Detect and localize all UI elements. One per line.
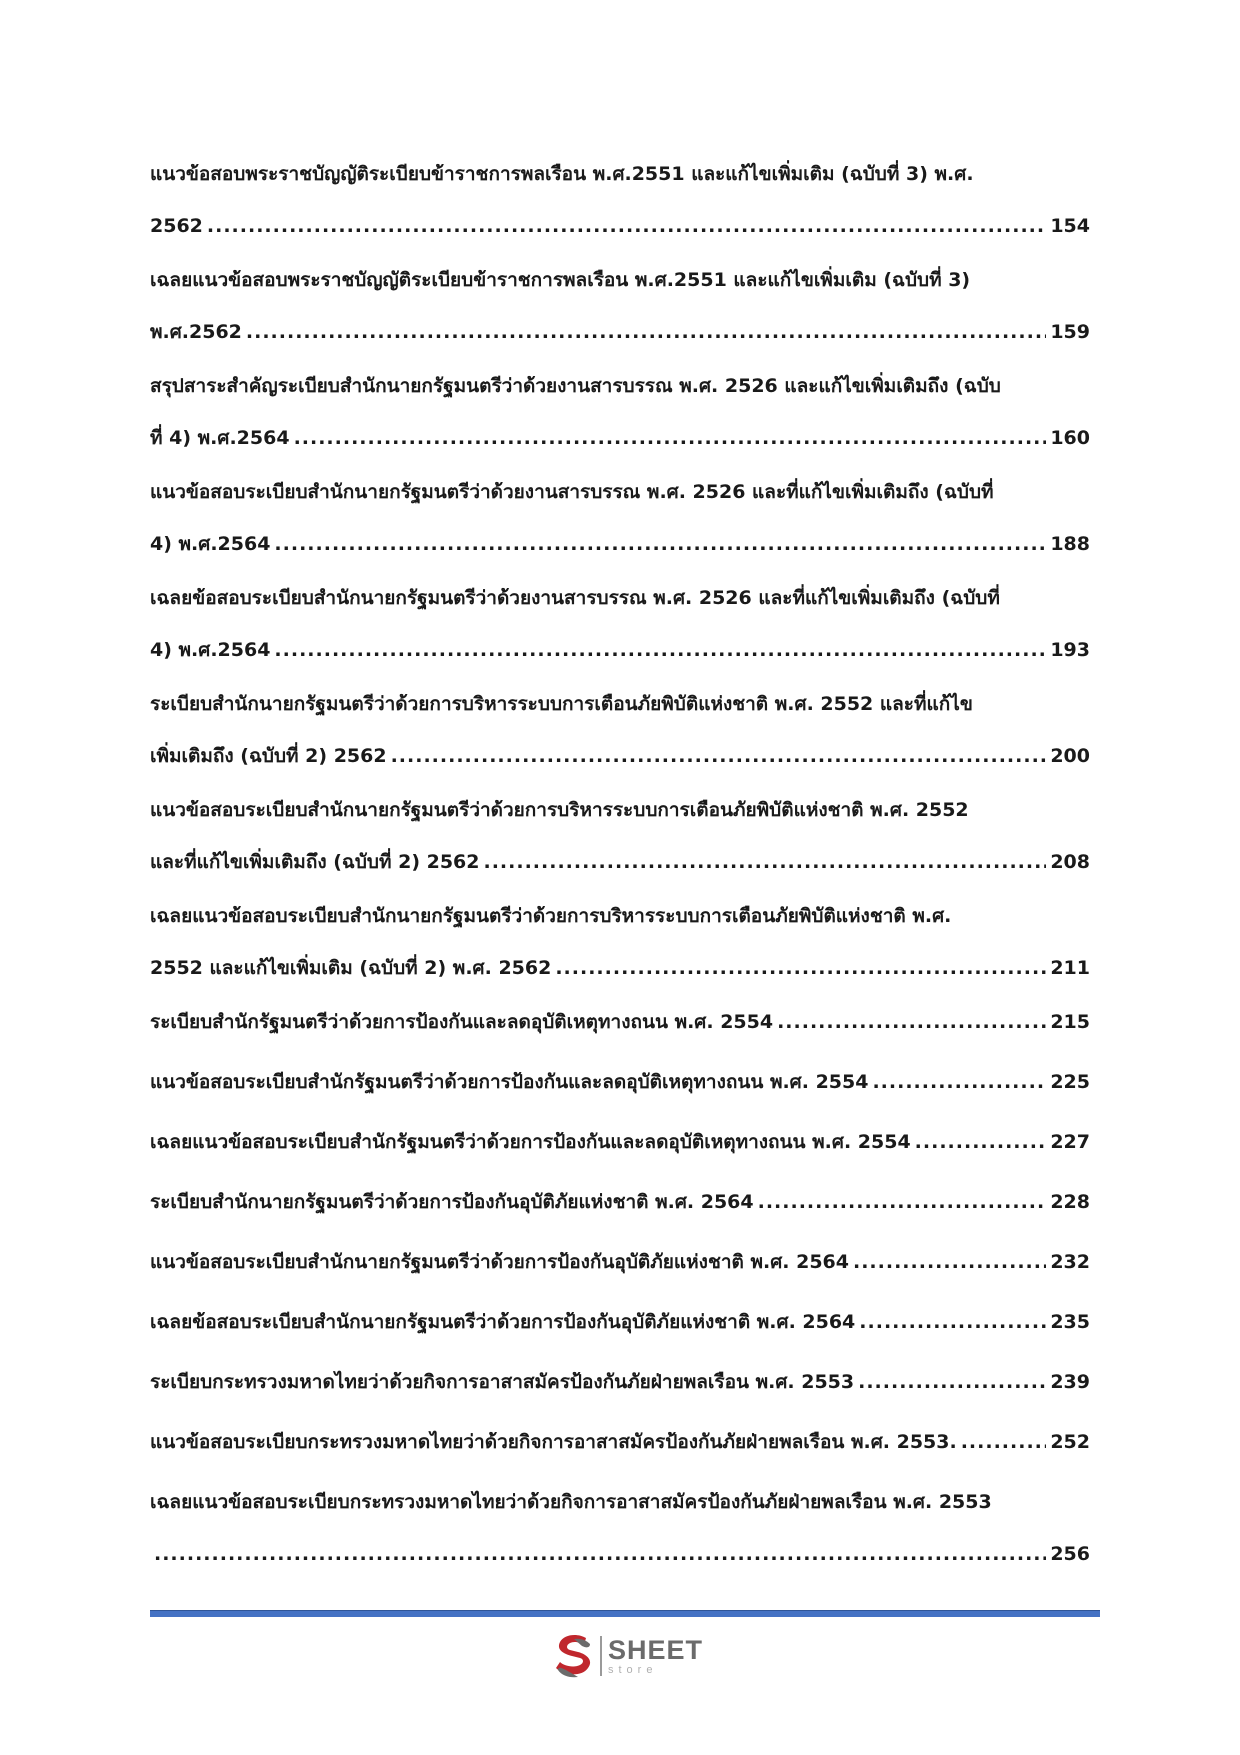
toc-entry[interactable]: [150, 254, 1090, 358]
toc-entry-title: เฉลยข้อสอบระเบียบสำนักนายกรัฐมนตรีว่าด้วยการป้องกันอุบัติภัยแห่งชาติ พ.ศ. 2564: [150, 1311, 856, 1333]
dot-leader: [294, 412, 1047, 464]
toc-page-number: 193: [1050, 639, 1090, 661]
dot-leader: [555, 942, 1046, 994]
toc-entry-title-line: เฉลยแนวข้อสอบพระราชบัญญัติระเบียบข้าราชการพลเรือน พ.ศ.2551 และแก้ไขเพิ่มเติม (ฉบับที่ 3): [150, 269, 971, 291]
toc-page-number: 159: [1050, 321, 1090, 343]
dot-leader: [207, 200, 1046, 252]
dot-leader: [154, 1528, 1046, 1580]
toc-page-number: 215: [1050, 1011, 1090, 1033]
toc-entry[interactable]: [150, 1476, 1090, 1580]
s-logo-icon: [552, 1632, 596, 1680]
toc-entry-leader-line: [150, 1236, 1090, 1288]
toc-entry-title: ระเบียบสำนักนายกรัฐมนตรีว่าด้วยการป้องกันอุบัติภัยแห่งชาติ พ.ศ. 2564: [150, 1191, 754, 1213]
toc-entry-leader-line: [150, 1116, 1090, 1168]
toc-entry-leader-line: [150, 1296, 1090, 1348]
footer-divider: [150, 1610, 1100, 1617]
toc-entry-title: ที่ 4) พ.ศ.2564: [150, 427, 290, 449]
toc-entry-title: ระเบียบสำนักรัฐมนตรีว่าด้วยการป้องกันและลดอุบัติเหตุทางถนน พ.ศ. 2554: [150, 1011, 774, 1033]
toc-entry-title: 4) พ.ศ.2564: [150, 639, 271, 661]
dot-leader: [872, 1056, 1046, 1108]
toc-page-number: 256: [1050, 1543, 1090, 1565]
dot-leader: [274, 518, 1046, 570]
toc-entry-title-line: สรุปสาระสำคัญระเบียบสำนักนายกรัฐมนตรีว่าด้วยงานสารบรรณ พ.ศ. 2526 และแก้ไขเพิ่มเติมถึง (ฉบับ: [150, 375, 1001, 397]
toc-entry-title: 4) พ.ศ.2564: [150, 533, 271, 555]
toc-entry-title-line: แนวข้อสอบระเบียบสำนักนายกรัฐมนตรีว่าด้วยงานสารบรรณ พ.ศ. 2526 และที่แก้ไขเพิ่มเติมถึง (ฉบับที่: [150, 481, 994, 503]
toc-entry-leader-line: [150, 1176, 1090, 1228]
dot-leader: [274, 624, 1046, 676]
toc-entry[interactable]: [150, 678, 1090, 782]
toc-entry[interactable]: [150, 148, 1090, 252]
toc-entry-title-line: ระเบียบสำนักนายกรัฐมนตรีว่าด้วยการบริหารระบบการเตือนภัยพิบัติแห่งชาติ พ.ศ. 2552 และที่แก้ไข: [150, 693, 973, 715]
toc-entry-leader-line: [150, 996, 1090, 1048]
dot-leader: [246, 306, 1046, 358]
logo-separator: [600, 1636, 602, 1676]
logo-text: [608, 1634, 704, 1676]
toc-page-number: 211: [1050, 957, 1090, 979]
toc-page-number: 225: [1050, 1071, 1090, 1093]
toc-page-number: 232: [1050, 1251, 1090, 1273]
toc-entry-title-line: เฉลยข้อสอบระเบียบสำนักนายกรัฐมนตรีว่าด้วยงานสารบรรณ พ.ศ. 2526 และที่แก้ไขเพิ่มเติมถึง (ฉบับที่: [150, 587, 1000, 609]
toc-entry-leader-line: [150, 1056, 1090, 1108]
toc-entry[interactable]: [150, 572, 1090, 676]
toc-page-number: 252: [1050, 1431, 1090, 1453]
table-of-contents: [150, 148, 1090, 1582]
toc-entry-title-line: แนวข้อสอบพระราชบัญญัติระเบียบข้าราชการพลเรือน พ.ศ.2551 และแก้ไขเพิ่มเติม (ฉบับที่ 3) พ.ศ.: [150, 163, 974, 185]
toc-page-number: 188: [1050, 533, 1090, 555]
toc-entry-title-line: แนวข้อสอบระเบียบสำนักนายกรัฐมนตรีว่าด้วยการบริหารระบบการเตือนภัยพิบัติแห่งชาติ พ.ศ. 2552: [150, 799, 969, 821]
dot-leader: [858, 1356, 1046, 1408]
toc-page-number: 235: [1050, 1311, 1090, 1333]
sheet-store-logo: [552, 1628, 722, 1684]
toc-entry-leader-line: [150, 1416, 1090, 1468]
logo-brand: SHEET: [608, 1634, 704, 1665]
dot-leader: [391, 730, 1047, 782]
toc-entry[interactable]: [150, 360, 1090, 464]
toc-entry-leader-line: [150, 200, 1090, 252]
toc-entry-title: 2552 และแก้ไขเพิ่มเติม (ฉบับที่ 2) พ.ศ. 2562: [150, 957, 552, 979]
dot-leader: [484, 836, 1047, 888]
toc-entry[interactable]: [150, 1356, 1090, 1408]
toc-entry-title: 2562: [150, 215, 203, 237]
toc-entry[interactable]: [150, 1296, 1090, 1348]
toc-entry[interactable]: [150, 1056, 1090, 1108]
toc-entry-leader-line: [150, 412, 1090, 464]
dot-leader: [758, 1176, 1047, 1228]
dot-leader: [853, 1236, 1046, 1288]
toc-entry-leader-line: [150, 730, 1090, 782]
toc-entry-title: และที่แก้ไขเพิ่มเติมถึง (ฉบับที่ 2) 2562: [150, 851, 480, 873]
logo-brand-sub: store: [608, 1663, 658, 1676]
toc-entry[interactable]: [150, 1236, 1090, 1288]
toc-entry-title: แนวข้อสอบระเบียบสำนักรัฐมนตรีว่าด้วยการป้องกันและลดอุบัติเหตุทางถนน พ.ศ. 2554: [150, 1071, 869, 1093]
toc-entry-title: พ.ศ.2562: [150, 321, 242, 343]
toc-entry-leader-line: [150, 306, 1090, 358]
toc-entry-title: ระเบียบกระทรวงมหาดไทยว่าด้วยกิจการอาสาสมัครป้องกันภัยฝ่ายพลเรือน พ.ศ. 2553: [150, 1371, 855, 1393]
toc-entry-title: แนวข้อสอบระเบียบสำนักนายกรัฐมนตรีว่าด้วยการป้องกันอุบัติภัยแห่งชาติ พ.ศ. 2564: [150, 1251, 849, 1273]
toc-entry-leader-line: [150, 942, 1090, 994]
toc-entry-leader-line: [150, 1356, 1090, 1408]
toc-entry-leader-line: [150, 1528, 1090, 1580]
toc-entry[interactable]: [150, 996, 1090, 1048]
dot-leader: [777, 996, 1046, 1048]
toc-entry-leader-line: [150, 624, 1090, 676]
toc-entry[interactable]: [150, 890, 1090, 994]
toc-page-number: 200: [1050, 745, 1090, 767]
toc-entry-title: แนวข้อสอบระเบียบกระทรวงมหาดไทยว่าด้วยกิจการอาสาสมัครป้องกันภัยฝ่ายพลเรือน พ.ศ. 2553.: [150, 1431, 957, 1453]
dot-leader: [961, 1416, 1047, 1468]
toc-page-number: 208: [1050, 851, 1090, 873]
toc-page-number: 227: [1050, 1131, 1090, 1153]
toc-page-number: 154: [1050, 215, 1090, 237]
dot-leader: [915, 1116, 1047, 1168]
toc-entry[interactable]: [150, 784, 1090, 888]
toc-entry-title: เพิ่มเติมถึง (ฉบับที่ 2) 2562: [150, 745, 387, 767]
toc-entry[interactable]: [150, 466, 1090, 570]
toc-page-number: 228: [1050, 1191, 1090, 1213]
toc-page-number: 160: [1050, 427, 1090, 449]
toc-entry-title-line: เฉลยแนวข้อสอบระเบียบกระทรวงมหาดไทยว่าด้วยกิจการอาสาสมัครป้องกันภัยฝ่ายพลเรือน พ.ศ. 2553: [150, 1491, 992, 1513]
toc-entry-title: เฉลยแนวข้อสอบระเบียบสำนักรัฐมนตรีว่าด้วยการป้องกันและลดอุบัติเหตุทางถนน พ.ศ. 2554: [150, 1131, 911, 1153]
toc-entry[interactable]: [150, 1176, 1090, 1228]
toc-entry[interactable]: [150, 1416, 1090, 1468]
toc-entry-title-line: เฉลยแนวข้อสอบระเบียบสำนักนายกรัฐมนตรีว่าด้วยการบริหารระบบการเตือนภัยพิบัติแห่งชาติ พ.ศ.: [150, 905, 952, 927]
toc-entry-leader-line: [150, 518, 1090, 570]
toc-entry[interactable]: [150, 1116, 1090, 1168]
dot-leader: [859, 1296, 1046, 1348]
toc-page-number: 239: [1050, 1371, 1090, 1393]
toc-entry-leader-line: [150, 836, 1090, 888]
